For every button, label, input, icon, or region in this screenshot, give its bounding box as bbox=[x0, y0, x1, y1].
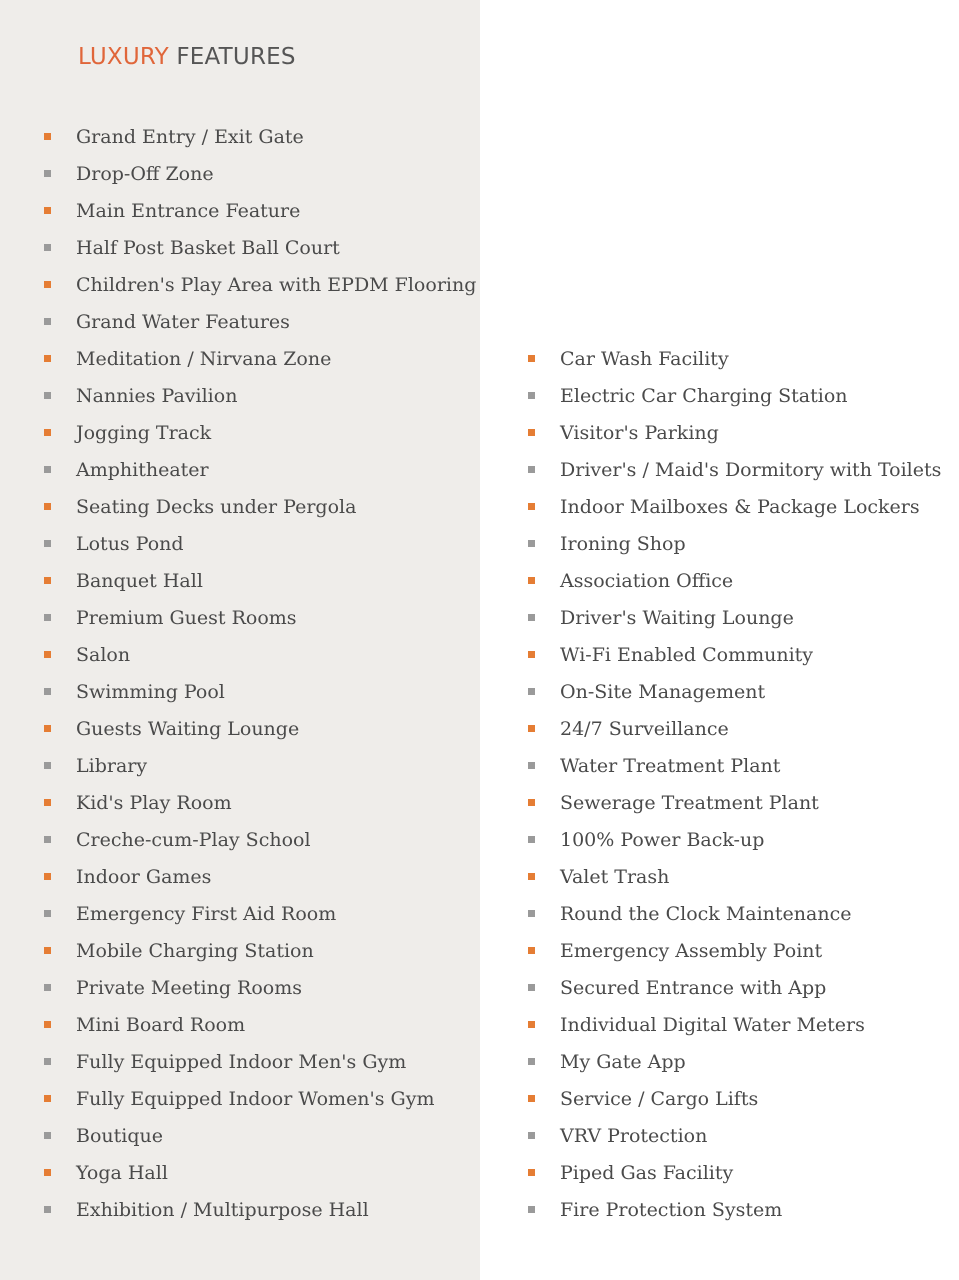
feature-list-item bbox=[44, 525, 476, 562]
feature-list-item bbox=[44, 377, 476, 414]
gray-square-bullet-icon bbox=[528, 688, 535, 695]
orange-square-bullet-icon bbox=[44, 1169, 51, 1176]
orange-square-bullet-icon bbox=[528, 725, 535, 732]
feature-list-item bbox=[44, 821, 476, 858]
gray-square-bullet-icon bbox=[44, 984, 51, 991]
orange-square-bullet-icon bbox=[528, 429, 535, 436]
feature-label: Swimming Pool bbox=[76, 680, 225, 703]
feature-label: Guests Waiting Lounge bbox=[76, 717, 300, 740]
feature-list-item bbox=[528, 895, 941, 932]
feature-label: Indoor Mailboxes & Package Lockers bbox=[560, 495, 920, 518]
orange-square-bullet-icon bbox=[44, 281, 51, 288]
feature-list-item bbox=[44, 858, 476, 895]
feature-label: VRV Protection bbox=[560, 1124, 708, 1147]
feature-label: Premium Guest Rooms bbox=[76, 606, 297, 629]
feature-label: Sewerage Treatment Plant bbox=[560, 791, 819, 814]
gray-square-bullet-icon bbox=[528, 1206, 535, 1213]
feature-list-item bbox=[44, 969, 476, 1006]
gray-square-bullet-icon bbox=[44, 318, 51, 325]
gray-square-bullet-icon bbox=[528, 1058, 535, 1065]
gray-square-bullet-icon bbox=[44, 466, 51, 473]
feature-label: Valet Trash bbox=[560, 865, 670, 888]
orange-square-bullet-icon bbox=[44, 725, 51, 732]
feature-label: Lotus Pond bbox=[76, 532, 184, 555]
feature-label: Service / Cargo Lifts bbox=[560, 1087, 759, 1110]
gray-square-bullet-icon bbox=[528, 762, 535, 769]
feature-label: On-Site Management bbox=[560, 680, 766, 703]
feature-list-item bbox=[44, 303, 476, 340]
feature-label: Library bbox=[76, 754, 148, 777]
feature-label: Fire Protection System bbox=[560, 1198, 783, 1221]
feature-label: Grand Entry / Exit Gate bbox=[76, 125, 304, 148]
feature-label: Meditation / Nirvana Zone bbox=[76, 347, 332, 370]
orange-square-bullet-icon bbox=[44, 947, 51, 954]
feature-label: Electric Car Charging Station bbox=[560, 384, 848, 407]
gray-square-bullet-icon bbox=[44, 910, 51, 917]
orange-square-bullet-icon bbox=[528, 1021, 535, 1028]
feature-list-item bbox=[44, 1043, 476, 1080]
feature-list-item bbox=[528, 377, 941, 414]
orange-square-bullet-icon bbox=[44, 207, 51, 214]
feature-list-item bbox=[528, 784, 941, 821]
title-rest: FEATURES bbox=[176, 44, 296, 70]
feature-list-item bbox=[528, 1043, 941, 1080]
gray-square-bullet-icon bbox=[44, 836, 51, 843]
feature-list-item bbox=[528, 1006, 941, 1043]
feature-list-item bbox=[44, 451, 476, 488]
feature-list-item bbox=[44, 192, 476, 229]
feature-list-item bbox=[44, 155, 476, 192]
feature-list-item bbox=[44, 784, 476, 821]
gray-square-bullet-icon bbox=[44, 1132, 51, 1139]
gray-square-bullet-icon bbox=[44, 540, 51, 547]
feature-label: Exhibition / Multipurpose Hall bbox=[76, 1198, 369, 1221]
feature-list-item bbox=[44, 118, 476, 155]
right-features-list bbox=[528, 340, 941, 1228]
feature-list-item bbox=[528, 673, 941, 710]
feature-list-item bbox=[44, 1006, 476, 1043]
left-features-list bbox=[44, 118, 476, 1228]
feature-label: Wi-Fi Enabled Community bbox=[560, 643, 814, 666]
feature-list-item bbox=[528, 1080, 941, 1117]
feature-label: Creche-cum-Play School bbox=[76, 828, 311, 851]
feature-label: Yoga Hall bbox=[76, 1161, 168, 1184]
feature-list-item bbox=[528, 710, 941, 747]
feature-label: Secured Entrance with App bbox=[560, 976, 827, 999]
feature-list-item bbox=[528, 932, 941, 969]
feature-list-item bbox=[528, 525, 941, 562]
feature-label: Piped Gas Facility bbox=[560, 1161, 734, 1184]
feature-label: Mini Board Room bbox=[76, 1013, 246, 1036]
feature-label: Fully Equipped Indoor Men's Gym bbox=[76, 1050, 407, 1073]
feature-list-item bbox=[528, 1154, 941, 1191]
feature-label: Indoor Games bbox=[76, 865, 212, 888]
gray-square-bullet-icon bbox=[44, 170, 51, 177]
gray-square-bullet-icon bbox=[44, 1206, 51, 1213]
gray-square-bullet-icon bbox=[44, 614, 51, 621]
gray-square-bullet-icon bbox=[528, 614, 535, 621]
feature-label: Emergency Assembly Point bbox=[560, 939, 823, 962]
gray-square-bullet-icon bbox=[44, 688, 51, 695]
feature-list-item bbox=[528, 1117, 941, 1154]
feature-list-item bbox=[44, 710, 476, 747]
orange-square-bullet-icon bbox=[528, 503, 535, 510]
feature-label: Nannies Pavilion bbox=[76, 384, 238, 407]
orange-square-bullet-icon bbox=[528, 577, 535, 584]
gray-square-bullet-icon bbox=[44, 392, 51, 399]
feature-label: Jogging Track bbox=[76, 421, 212, 444]
orange-square-bullet-icon bbox=[44, 429, 51, 436]
gray-square-bullet-icon bbox=[44, 762, 51, 769]
gray-square-bullet-icon bbox=[528, 910, 535, 917]
feature-label: Kid's Play Room bbox=[76, 791, 232, 814]
feature-list-item bbox=[44, 1154, 476, 1191]
gray-square-bullet-icon bbox=[528, 1132, 535, 1139]
orange-square-bullet-icon bbox=[44, 799, 51, 806]
feature-label: Amphitheater bbox=[76, 458, 209, 481]
gray-square-bullet-icon bbox=[44, 1058, 51, 1065]
orange-square-bullet-icon bbox=[528, 651, 535, 658]
feature-list-item bbox=[528, 599, 941, 636]
orange-square-bullet-icon bbox=[44, 873, 51, 880]
feature-label: Driver's Waiting Lounge bbox=[560, 606, 794, 629]
feature-label: Visitor's Parking bbox=[560, 421, 719, 444]
feature-label: Children's Play Area with EPDM Flooring bbox=[76, 273, 477, 296]
feature-label: Emergency First Aid Room bbox=[76, 902, 337, 925]
gray-square-bullet-icon bbox=[44, 244, 51, 251]
feature-list-item bbox=[44, 673, 476, 710]
orange-square-bullet-icon bbox=[44, 503, 51, 510]
gray-square-bullet-icon bbox=[528, 836, 535, 843]
gray-square-bullet-icon bbox=[528, 392, 535, 399]
feature-list-item bbox=[44, 1080, 476, 1117]
feature-list-item bbox=[528, 488, 941, 525]
orange-square-bullet-icon bbox=[44, 355, 51, 362]
orange-square-bullet-icon bbox=[44, 133, 51, 140]
orange-square-bullet-icon bbox=[528, 355, 535, 362]
feature-list-item bbox=[44, 932, 476, 969]
feature-label: Banquet Hall bbox=[76, 569, 203, 592]
feature-label: Main Entrance Feature bbox=[76, 199, 301, 222]
page-title bbox=[78, 44, 296, 70]
feature-label: My Gate App bbox=[560, 1050, 686, 1073]
feature-label: Water Treatment Plant bbox=[560, 754, 781, 777]
feature-list-item bbox=[528, 562, 941, 599]
feature-label: Salon bbox=[76, 643, 131, 666]
orange-square-bullet-icon bbox=[44, 1095, 51, 1102]
feature-label: Round the Clock Maintenance bbox=[560, 902, 852, 925]
feature-list-item bbox=[44, 1191, 476, 1228]
feature-list-item bbox=[528, 340, 941, 377]
feature-list-item bbox=[528, 451, 941, 488]
feature-label: Mobile Charging Station bbox=[76, 939, 314, 962]
feature-list-item bbox=[44, 340, 476, 377]
feature-label: Ironing Shop bbox=[560, 532, 686, 555]
gray-square-bullet-icon bbox=[528, 984, 535, 991]
feature-list-item bbox=[528, 1191, 941, 1228]
orange-square-bullet-icon bbox=[44, 577, 51, 584]
feature-list-item bbox=[44, 229, 476, 266]
feature-list-item bbox=[44, 562, 476, 599]
feature-list-item bbox=[44, 747, 476, 784]
feature-list-item bbox=[528, 636, 941, 673]
feature-list-item bbox=[44, 488, 476, 525]
feature-label: Boutique bbox=[76, 1124, 163, 1147]
feature-list-item bbox=[44, 599, 476, 636]
gray-square-bullet-icon bbox=[528, 466, 535, 473]
title-accent: LUXURY bbox=[78, 44, 169, 70]
feature-label: Association Office bbox=[560, 569, 734, 592]
feature-list-item bbox=[44, 636, 476, 673]
feature-label: 100% Power Back-up bbox=[560, 828, 765, 851]
feature-label: 24/7 Surveillance bbox=[560, 717, 729, 740]
feature-label: Private Meeting Rooms bbox=[76, 976, 302, 999]
orange-square-bullet-icon bbox=[528, 1169, 535, 1176]
feature-label: Car Wash Facility bbox=[560, 347, 729, 370]
orange-square-bullet-icon bbox=[528, 947, 535, 954]
feature-list-item bbox=[44, 1117, 476, 1154]
feature-list-item bbox=[528, 414, 941, 451]
feature-label: Individual Digital Water Meters bbox=[560, 1013, 865, 1036]
feature-label: Fully Equipped Indoor Women's Gym bbox=[76, 1087, 435, 1110]
feature-label: Half Post Basket Ball Court bbox=[76, 236, 340, 259]
orange-square-bullet-icon bbox=[44, 651, 51, 658]
feature-label: Seating Decks under Pergola bbox=[76, 495, 357, 518]
orange-square-bullet-icon bbox=[528, 799, 535, 806]
feature-label: Drop-Off Zone bbox=[76, 162, 214, 185]
feature-list-item bbox=[528, 858, 941, 895]
feature-list-item bbox=[44, 414, 476, 451]
feature-list-item bbox=[44, 266, 476, 303]
gray-square-bullet-icon bbox=[528, 540, 535, 547]
orange-square-bullet-icon bbox=[528, 873, 535, 880]
feature-label: Grand Water Features bbox=[76, 310, 290, 333]
feature-list-item bbox=[528, 969, 941, 1006]
feature-list-item bbox=[528, 821, 941, 858]
feature-list-item bbox=[44, 895, 476, 932]
orange-square-bullet-icon bbox=[528, 1095, 535, 1102]
orange-square-bullet-icon bbox=[44, 1021, 51, 1028]
feature-label: Driver's / Maid's Dormitory with Toilets bbox=[560, 458, 942, 481]
feature-list-item bbox=[528, 747, 941, 784]
